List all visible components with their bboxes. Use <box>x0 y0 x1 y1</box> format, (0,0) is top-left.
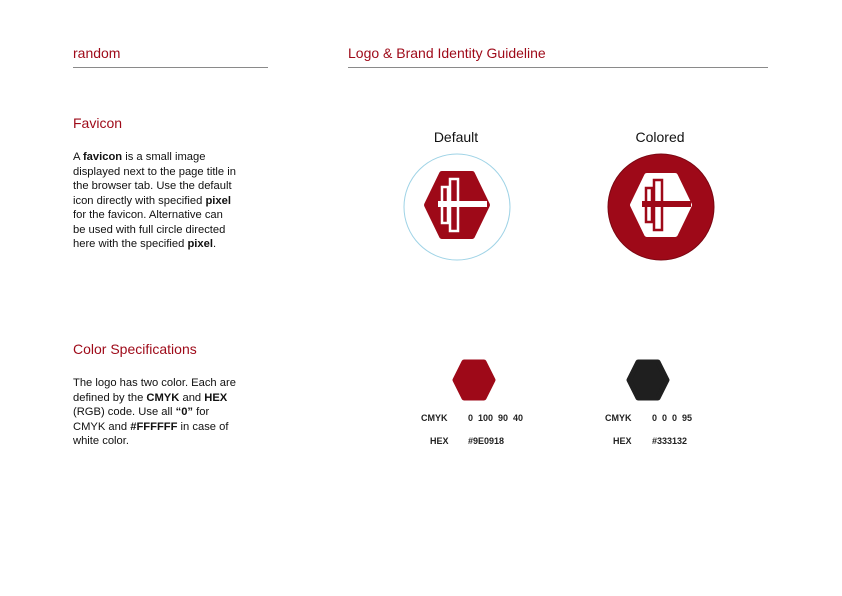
doc-header-right: Logo & Brand Identity Guideline <box>348 45 546 61</box>
dark-hex-label: HEX <box>613 436 632 446</box>
default-logo-icon <box>401 152 513 262</box>
favicon-description: A favicon is a small image displayed next to the page title in the browser tab. Use the default icon directly with specified pixel for the favicon. Alternative can be used with full circle directed here with the specified pixel. <box>73 151 236 250</box>
red-cmyk-label: CMYK <box>421 413 448 423</box>
doc-header-left: random <box>73 45 121 61</box>
red-hex-label: HEX <box>430 436 449 446</box>
dark-cmyk-value: 0 0 0 95 <box>652 413 693 423</box>
colored-logo-icon <box>605 152 717 262</box>
dark-hex-value: #333132 <box>652 436 688 446</box>
red-swatch-hexagon <box>451 358 497 402</box>
colored-label: Colored <box>635 129 685 145</box>
default-label: Default <box>433 129 479 145</box>
dark-swatch-hexagon <box>625 358 671 402</box>
header-right-divider <box>348 67 768 68</box>
red-cmyk-value: 0 100 90 40 <box>468 413 524 423</box>
color-spec-description: The logo has two color. Each are defined by the CMYK and HEX (RGB) code. Use all “0” for CMYK and #FFFFFF in case of white color. <box>73 377 236 447</box>
header-left-divider <box>73 67 268 68</box>
dark-cmyk-label: CMYK <box>605 413 632 423</box>
color-spec-section-title: Color Specifications <box>73 341 197 357</box>
favicon-section-title: Favicon <box>73 115 123 131</box>
red-hex-value: #9E0918 <box>468 436 505 446</box>
